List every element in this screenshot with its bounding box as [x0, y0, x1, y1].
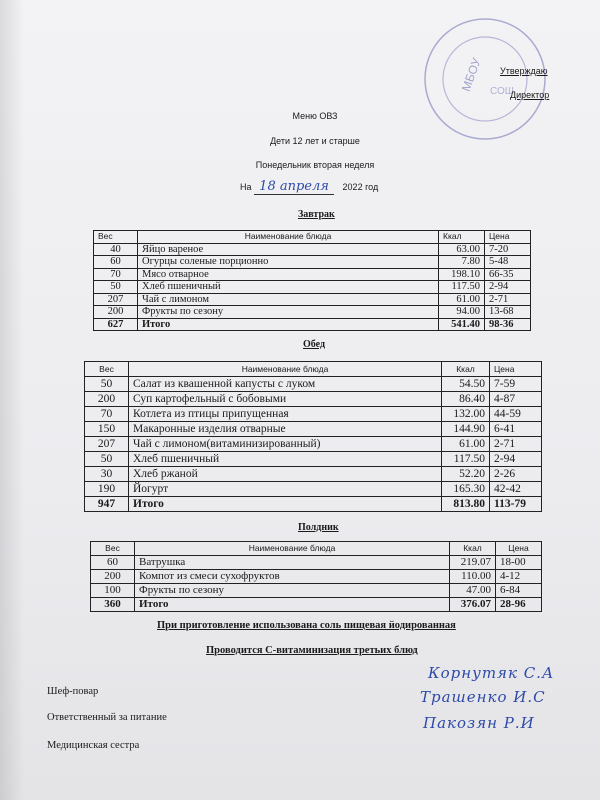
cell-kcal: 165.30: [442, 482, 490, 497]
cell-kcal: 54.50: [442, 377, 490, 392]
cell-kcal: 61.00: [442, 437, 490, 452]
cell-weight: 200: [91, 570, 135, 584]
cell-kcal: 52.20: [442, 467, 490, 482]
cell-kcal: 117.50: [442, 452, 490, 467]
cell-price: 4-12: [496, 570, 542, 584]
col-kcal: Ккал: [450, 542, 496, 556]
cell-weight: 50: [94, 281, 138, 294]
breakfast-title: Завтрак: [298, 209, 335, 220]
cell-kcal: 63.00: [439, 243, 485, 256]
cell-weight: 70: [85, 407, 129, 422]
cell-weight: 60: [94, 256, 138, 269]
cell-price: 13-68: [485, 306, 531, 319]
cell-weight: 207: [94, 293, 138, 306]
table-row: [94, 256, 531, 269]
cell-price: 42-42: [490, 482, 542, 497]
date-prefix: На: [240, 182, 252, 192]
cell-weight: 60: [91, 556, 135, 570]
cell-price: 18-00: [496, 556, 542, 570]
col-weight: Вес: [94, 231, 138, 244]
cell-kcal: 144.90: [442, 422, 490, 437]
cell-weight: 360: [91, 598, 135, 612]
cell-weight: 50: [85, 377, 129, 392]
lunch-table: [84, 361, 542, 512]
cell-price: 113-79: [490, 497, 542, 512]
cell-price: 4-87: [490, 392, 542, 407]
cell-price: 7-59: [490, 377, 542, 392]
cell-dish: Итого: [138, 318, 439, 331]
table-row: [85, 452, 542, 467]
table-header-row: [94, 231, 531, 244]
total-row: [85, 497, 542, 512]
cell-dish: Компот из смеси сухофруктов: [135, 570, 450, 584]
cell-price: 2-94: [490, 452, 542, 467]
col-dish: Наименование блюда: [135, 542, 450, 556]
cell-weight: 50: [85, 452, 129, 467]
cell-dish: Чай с лимоном: [138, 293, 439, 306]
day-week: Понедельник вторая неделя: [255, 160, 375, 170]
table-row: [85, 407, 542, 422]
table-row: [85, 392, 542, 407]
snack-title: Полдник: [298, 522, 339, 533]
cell-kcal: 110.00: [450, 570, 496, 584]
col-price: Цена: [490, 362, 542, 377]
cell-dish: Суп картофельный с бобовыми: [129, 392, 442, 407]
table-row: [85, 467, 542, 482]
col-kcal: Ккал: [442, 362, 490, 377]
table-header-row: [91, 542, 542, 556]
cell-price: 6-41: [490, 422, 542, 437]
cell-weight: 200: [94, 306, 138, 319]
cell-kcal: 86.40: [442, 392, 490, 407]
table-row: [94, 293, 531, 306]
cell-kcal: 198.10: [439, 268, 485, 281]
table-row: [85, 422, 542, 437]
cell-weight: 30: [85, 467, 129, 482]
cell-kcal: 47.00: [450, 584, 496, 598]
lunch-title: Обед: [303, 339, 326, 350]
table-row: [94, 243, 531, 256]
age-group: Дети 12 лет и старше: [270, 136, 360, 146]
col-weight: Вес: [85, 362, 129, 377]
table-row: [94, 281, 531, 294]
cell-price: 28-96: [496, 598, 542, 612]
cell-kcal: 219.07: [450, 556, 496, 570]
total-row: [94, 318, 531, 331]
staff-role-chef: Шеф-повар: [47, 686, 99, 697]
col-price: Цена: [496, 542, 542, 556]
signature-nurse: Пакозян Р.И: [423, 714, 535, 732]
cell-kcal: 61.00: [439, 293, 485, 306]
cell-dish: Ватрушка: [135, 556, 450, 570]
cell-weight: 947: [85, 497, 129, 512]
cell-price: 2-94: [485, 281, 531, 294]
date-line: [240, 179, 378, 195]
cell-weight: 40: [94, 243, 138, 256]
table-row: [94, 306, 531, 319]
salt-note: При приготовление использована соль пищевая йодированная: [157, 620, 456, 631]
cell-price: 2-71: [490, 437, 542, 452]
cell-kcal: 94.00: [439, 306, 485, 319]
cell-weight: 100: [91, 584, 135, 598]
cell-kcal: 813.80: [442, 497, 490, 512]
signature-chef: Корнутяк С.А: [428, 664, 555, 682]
table-row: [85, 377, 542, 392]
cell-weight: 190: [85, 482, 129, 497]
cell-dish: Фрукты по сезону: [135, 584, 450, 598]
date-handwritten: 18 апреля: [254, 179, 334, 195]
svg-text:СОШ: СОШ: [490, 86, 514, 97]
cell-price: 66-35: [485, 268, 531, 281]
cell-price: 6-84: [496, 584, 542, 598]
cell-dish: Котлета из птицы припущенная: [129, 407, 442, 422]
cell-weight: 627: [94, 318, 138, 331]
snack-table: [90, 541, 542, 612]
cell-dish: Итого: [135, 598, 450, 612]
table-row: [91, 570, 542, 584]
cell-price: 2-71: [485, 293, 531, 306]
cell-price: 98-36: [485, 318, 531, 331]
cell-kcal: 132.00: [442, 407, 490, 422]
vitamin-note: Проводится С-витаминизация третьих блюд: [206, 645, 418, 656]
cell-kcal: 117.50: [439, 281, 485, 294]
cell-dish: Чай с лимоном(витаминизированный): [129, 437, 442, 452]
cell-dish: Итого: [129, 497, 442, 512]
menu-title: Меню ОВЗ: [292, 111, 338, 121]
col-kcal: Ккал: [439, 231, 485, 244]
breakfast-table: [93, 230, 531, 331]
cell-weight: 70: [94, 268, 138, 281]
cell-dish: Хлеб пшеничный: [129, 452, 442, 467]
table-row: [91, 584, 542, 598]
col-dish: Наименование блюда: [129, 362, 442, 377]
approval-approve: Утверждаю: [500, 66, 548, 76]
cell-kcal: 376.07: [450, 598, 496, 612]
cell-kcal: 541.40: [439, 318, 485, 331]
cell-weight: 150: [85, 422, 129, 437]
cell-price: 2-26: [490, 467, 542, 482]
table-header-row: [85, 362, 542, 377]
cell-dish: Фрукты по сезону: [138, 306, 439, 319]
table-row: [94, 268, 531, 281]
col-price: Цена: [485, 231, 531, 244]
cell-dish: Хлеб пшеничный: [138, 281, 439, 294]
approval-director: Директор: [510, 90, 550, 100]
staff-role-nurse: Медицинская сестра: [47, 740, 140, 751]
col-dish: Наименование блюда: [138, 231, 439, 244]
cell-weight: 200: [85, 392, 129, 407]
cell-price: 44-59: [490, 407, 542, 422]
cell-weight: 207: [85, 437, 129, 452]
school-stamp: [420, 14, 550, 144]
cell-price: 5-48: [485, 256, 531, 269]
cell-dish: Хлеб ржаной: [129, 467, 442, 482]
cell-dish: Салат из квашенной капусты с луком: [129, 377, 442, 392]
cell-dish: Йогурт: [129, 482, 442, 497]
svg-text:МБОУ: МБОУ: [458, 56, 484, 94]
table-row: [91, 556, 542, 570]
cell-kcal: 7.80: [439, 256, 485, 269]
staff-role-nutrition: Ответственный за питание: [47, 712, 167, 723]
date-year: 2022 год: [342, 182, 379, 192]
cell-dish: Яйцо вареное: [138, 243, 439, 256]
cell-dish: Макаронные изделия отварные: [129, 422, 442, 437]
cell-dish: Мясо отварное: [138, 268, 439, 281]
table-row: [85, 482, 542, 497]
table-row: [85, 437, 542, 452]
signature-nutrition: Трашенко И.С: [420, 688, 546, 706]
cell-dish: Огурцы соленые порционно: [138, 256, 439, 269]
col-weight: Вес: [91, 542, 135, 556]
cell-price: 7-20: [485, 243, 531, 256]
total-row: [91, 598, 542, 612]
